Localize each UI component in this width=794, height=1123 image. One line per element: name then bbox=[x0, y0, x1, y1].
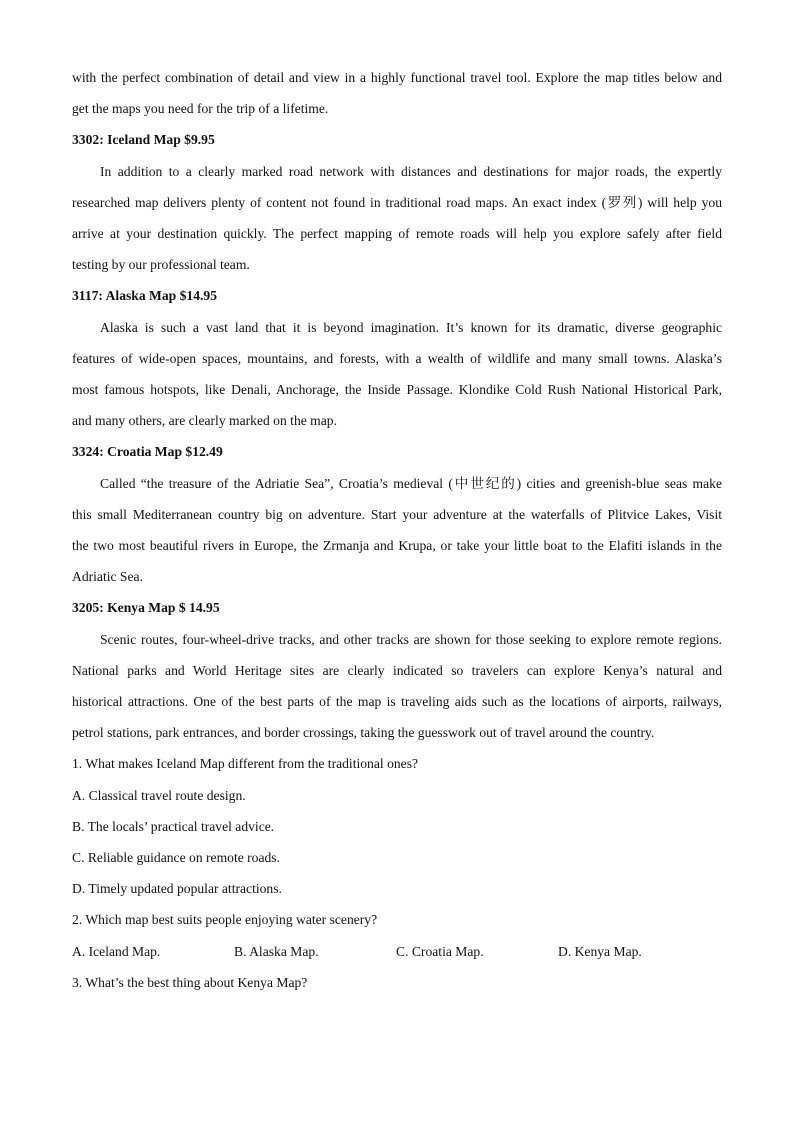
question-1-option-b: B. The locals’ practical travel advice. bbox=[72, 818, 275, 834]
paragraph-line: testing by our professional team. bbox=[72, 257, 250, 273]
intro-line: with the perfect combination of detail and view in a highly functional travel tool. Explore the map titles below and bbox=[72, 70, 722, 85]
map-heading-alaska: 3117: Alaska Map $14.95 bbox=[72, 288, 218, 304]
question-2: 2. Which map best suits people enjoying water scenery? bbox=[72, 912, 378, 928]
paragraph-line: most famous hotspots, like Denali, Anchorage, the Inside Passage. Klondike Cold Rush National Historical Park, bbox=[72, 382, 722, 398]
question-2-option-a: A. Iceland Map. bbox=[72, 943, 161, 959]
paragraph-line: the two most beautiful rivers in Europe, the Zrmanja and Krupa, or take your little boat to the Elafiti islands in the bbox=[72, 538, 722, 554]
paragraph-line: historical attractions. One of the best parts of the map is traveling aids such as the locations of airports, railways, bbox=[72, 694, 722, 710]
map-heading-iceland: 3302: Iceland Map $9.95 bbox=[72, 132, 215, 148]
paragraph-line: Scenic routes, four-wheel-drive tracks, and other tracks are shown for those seeking to explore remote regions. bbox=[100, 631, 722, 647]
question-1-option-a: A. Classical travel route design. bbox=[72, 787, 246, 803]
paragraph-line: this small Mediterranean country big on adventure. Start your adventure at the waterfalls of Plitvice Lakes, Visit bbox=[72, 506, 722, 522]
question-2-options bbox=[72, 936, 722, 967]
paragraph-line: arrive at your destination quickly. The perfect mapping of remote roads will help you explore safely after field bbox=[72, 226, 722, 242]
paragraph-line: researched map delivers plenty of content not found in traditional road maps. An exact index (罗列) will help you bbox=[72, 194, 722, 210]
map-heading-croatia: 3324: Croatia Map $12.49 bbox=[72, 444, 223, 460]
paragraph-line: Adriatic Sea. bbox=[72, 569, 143, 585]
question-1-option-d: D. Timely updated popular attractions. bbox=[72, 881, 282, 897]
paragraph-line: In addition to a clearly marked road network with distances and destinations for major roads, the expertly bbox=[100, 163, 722, 179]
document-page bbox=[72, 62, 722, 998]
question-2-option-d: D. Kenya Map. bbox=[558, 943, 642, 959]
paragraph-line: National parks and World Heritage sites are clearly indicated so travelers can explore Kenya’s natural and bbox=[72, 662, 722, 678]
question-1: 1. What makes Iceland Map different from the traditional ones? bbox=[72, 756, 419, 772]
paragraph-line: Alaska is such a vast land that it is beyond imagination. It’s known for its dramatic, diverse geographic bbox=[100, 319, 722, 335]
paragraph-line: Called “the treasure of the Adriatie Sea”, Croatia’s medieval (中世纪的) cities and greenish-blue seas make bbox=[100, 475, 722, 491]
map-heading-kenya: 3205: Kenya Map $ 14.95 bbox=[72, 600, 220, 616]
paragraph-line: petrol stations, park entrances, and border crossings, taking the guesswork out of travel around the country. bbox=[72, 725, 655, 741]
intro-line: get the maps you need for the trip of a lifetime. bbox=[72, 101, 329, 117]
question-3: 3. What’s the best thing about Kenya Map? bbox=[72, 974, 308, 990]
question-2-option-c: C. Croatia Map. bbox=[396, 943, 484, 959]
question-1-option-c: C. Reliable guidance on remote roads. bbox=[72, 850, 280, 866]
paragraph-line: and many others, are clearly marked on the map. bbox=[72, 413, 337, 429]
question-2-option-b: B. Alaska Map. bbox=[234, 943, 319, 959]
paragraph-line: features of wide-open spaces, mountains, and forests, with a wealth of wildlife and many small towns. Alaska’s bbox=[72, 350, 722, 366]
